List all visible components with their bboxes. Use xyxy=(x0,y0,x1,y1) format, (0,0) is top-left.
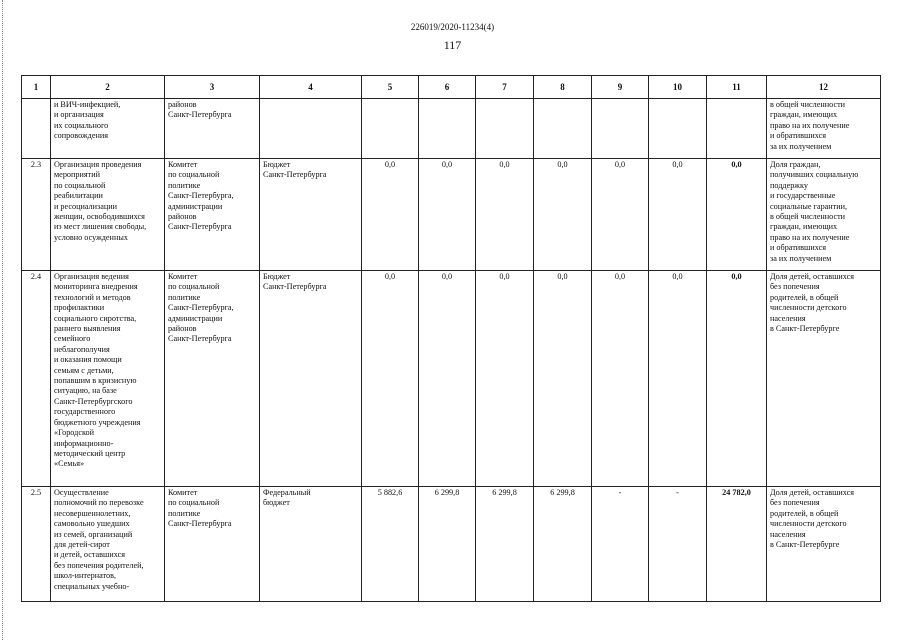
target-indicator-line: населения xyxy=(770,529,806,539)
column-header: 1 xyxy=(22,76,51,99)
target-indicator-line: численности детского xyxy=(770,519,847,529)
activity-name-line: «Городской xyxy=(54,428,94,438)
activity-name-line: полномочий по перевозке xyxy=(54,498,144,508)
page-margin-line xyxy=(2,0,3,640)
column-header: 5 xyxy=(362,76,419,99)
activity-name-line: для детей-сирот xyxy=(54,540,110,550)
table-header-row xyxy=(22,76,881,99)
activity-name-line: неблагополучия xyxy=(54,344,110,354)
target-indicator-line: родителей, в общей xyxy=(770,292,839,302)
activity-name-line: и оказания помощи xyxy=(54,355,122,365)
activity-name-line: ситуацию, на базе xyxy=(54,386,117,396)
year-value-v10 xyxy=(649,99,707,159)
table-row xyxy=(22,99,881,159)
year-value-v8: 0,0 xyxy=(534,159,592,271)
executor-line: политике xyxy=(168,180,201,190)
item-number: 2.5 xyxy=(22,487,51,602)
activity-name-line: реабилитации xyxy=(54,191,103,201)
activity-name-line: сопровождения xyxy=(54,131,108,141)
activity-name-line: из семей, организаций xyxy=(54,529,133,539)
total-value: 0,0 xyxy=(707,271,767,487)
activity-name-line: Организация проведения xyxy=(54,160,142,169)
funding-source xyxy=(260,99,362,159)
activity-name-line: социального сиротства, xyxy=(54,313,137,323)
column-header: 10 xyxy=(649,76,707,99)
executor-line: Санкт-Петербурга, xyxy=(168,303,234,313)
activity-name-line: «Семья» xyxy=(54,459,85,469)
funding-source-line: Санкт-Петербурга xyxy=(263,170,327,180)
column-header: 9 xyxy=(592,76,649,99)
year-value-v7 xyxy=(476,99,534,159)
activity-name-line: самовольно ушедших xyxy=(54,519,130,529)
column-header: 11 xyxy=(707,76,767,99)
target-indicator-line: и обратившихся xyxy=(770,243,826,253)
activity-name xyxy=(51,99,165,159)
column-header: 4 xyxy=(260,76,362,99)
activity-name-line: их социального xyxy=(54,120,109,130)
executor-line: Санкт-Петербурга, xyxy=(168,191,234,201)
year-value-v6 xyxy=(419,99,476,159)
executor-line: районов xyxy=(168,324,197,334)
year-value-v6: 0,0 xyxy=(419,159,476,271)
column-header: 3 xyxy=(165,76,260,99)
year-value-v10: - xyxy=(649,487,707,602)
total-value xyxy=(707,99,767,159)
executor xyxy=(165,487,260,602)
executor-line: Санкт-Петербурга xyxy=(168,334,232,344)
executor-line: районов xyxy=(168,100,197,109)
executor-line: Санкт-Петербурга xyxy=(168,519,232,529)
target-indicator-line: без попечения xyxy=(770,498,820,508)
funding-source-line: Бюджет xyxy=(263,160,291,169)
table-body xyxy=(22,99,881,602)
document-registration-number: 226019/2020-11234(4) xyxy=(410,22,495,32)
year-value-v5: 0,0 xyxy=(362,159,419,271)
activity-name-line: Санкт-Петербургского xyxy=(54,396,133,406)
target-indicator-line: граждан, имеющих xyxy=(770,222,838,232)
activity-name-line: мониторинга внедрения xyxy=(54,282,138,292)
executor xyxy=(165,271,260,487)
activity-name-line: условно осужденных xyxy=(54,232,128,242)
activity-name-line: по социальной xyxy=(54,180,106,190)
executor-line: по социальной xyxy=(168,498,220,508)
target-indicator-line: поддержку xyxy=(770,180,808,190)
target-indicator-line: граждан, имеющих xyxy=(770,110,838,120)
target-indicator xyxy=(767,271,881,487)
activity-name-line: информационно- xyxy=(54,438,114,448)
year-value-v8 xyxy=(534,99,592,159)
activity-name-line: государственного xyxy=(54,407,116,417)
activity-name-line: и ресоциализации xyxy=(54,201,118,211)
year-value-v8: 0,0 xyxy=(534,271,592,487)
year-value-v9: 0,0 xyxy=(592,271,649,487)
activity-name-line: попавшим в кризисную xyxy=(54,376,137,386)
year-value-v7: 0,0 xyxy=(476,271,534,487)
year-value-v6: 0,0 xyxy=(419,271,476,487)
activity-name-line: без попечения родителей, xyxy=(54,560,144,570)
activity-name-line: раннего выявления xyxy=(54,324,121,334)
funding-source xyxy=(260,487,362,602)
funding-source-line: бюджет xyxy=(263,498,290,508)
target-indicator-line: Доля детей, оставшихся xyxy=(770,272,855,281)
target-indicator-line: Доля детей, оставшихся xyxy=(770,488,855,497)
target-indicator-line: родителей, в общей xyxy=(770,508,839,518)
year-value-v9 xyxy=(592,99,649,159)
executor-line: политике xyxy=(168,292,201,302)
target-indicator-line: получивших социальную xyxy=(770,170,859,180)
funding-source-line: Федеральный xyxy=(263,488,311,497)
executor xyxy=(165,99,260,159)
column-header: 6 xyxy=(419,76,476,99)
executor-line: Санкт-Петербурга xyxy=(168,110,232,120)
target-indicator-line: численности детского xyxy=(770,303,847,313)
target-indicator-line: в Санкт-Петербурге xyxy=(770,540,840,550)
activity-name-line: семьям с детьми, xyxy=(54,365,114,375)
year-value-v7: 0,0 xyxy=(476,159,534,271)
column-header: 12 xyxy=(767,76,881,99)
table-row xyxy=(22,271,881,487)
year-value-v6: 6 299,8 xyxy=(419,487,476,602)
executor-line: по социальной xyxy=(168,282,220,292)
target-indicator-line: за их получением xyxy=(770,253,832,263)
column-header: 2 xyxy=(51,76,165,99)
executor-line: Комитет xyxy=(168,160,198,169)
target-indicator-line: социальные гарантии, xyxy=(770,201,848,211)
total-value: 0,0 xyxy=(707,159,767,271)
activity-name xyxy=(51,159,165,271)
activity-name-line: из мест лишения свободы, xyxy=(54,222,147,232)
year-value-v9: - xyxy=(592,487,649,602)
executor-line: Комитет xyxy=(168,488,198,497)
target-indicator-line: и обратившихся xyxy=(770,131,826,141)
target-indicator-line: Доля граждан, xyxy=(770,160,821,169)
table-row xyxy=(22,159,881,271)
activity-name-line: и ВИЧ-инфекцией, xyxy=(54,100,121,109)
target-indicator-line: право на их получение xyxy=(770,120,850,130)
page-number: 117 xyxy=(443,38,462,52)
target-indicator-line: и государственные xyxy=(770,191,836,201)
activity-name-line: бюджетного учреждения xyxy=(54,417,141,427)
target-indicator-line: за их получением xyxy=(770,141,832,151)
activity-name-line: женщин, освободившихся xyxy=(54,212,145,222)
total-value: 24 782,0 xyxy=(707,487,767,602)
column-header: 8 xyxy=(534,76,592,99)
funding-source xyxy=(260,271,362,487)
target-indicator-line: населения xyxy=(770,313,806,323)
target-indicator-line: в общей численности xyxy=(770,212,846,222)
year-value-v5: 5 882,6 xyxy=(362,487,419,602)
funding-source xyxy=(260,159,362,271)
executor-line: Комитет xyxy=(168,272,198,281)
activity-name-line: и организация xyxy=(54,110,104,120)
activity-name-line: школ-интернатов, xyxy=(54,571,117,581)
activity-name-line: и детей, оставшихся xyxy=(54,550,125,560)
activity-name-line: семейного xyxy=(54,334,91,344)
executor-line: администрации xyxy=(168,201,223,211)
activity-name xyxy=(51,271,165,487)
item-number xyxy=(22,99,51,159)
item-number: 2.3 xyxy=(22,159,51,271)
activity-name-line: методический центр xyxy=(54,448,126,458)
column-header: 7 xyxy=(476,76,534,99)
year-value-v9: 0,0 xyxy=(592,159,649,271)
year-value-v10: 0,0 xyxy=(649,159,707,271)
target-indicator-line: право на их получение xyxy=(770,232,850,242)
executor-line: районов xyxy=(168,212,197,222)
executor-line: Санкт-Петербурга xyxy=(168,222,232,232)
activity-name-line: Организация ведения xyxy=(54,272,129,281)
activity-name-line: несовершеннолетних, xyxy=(54,508,131,518)
year-value-v5: 0,0 xyxy=(362,271,419,487)
year-value-v7: 6 299,8 xyxy=(476,487,534,602)
activity-name xyxy=(51,487,165,602)
program-table xyxy=(21,75,881,602)
executor xyxy=(165,159,260,271)
year-value-v5 xyxy=(362,99,419,159)
activity-name-line: Осуществление xyxy=(54,488,109,497)
target-indicator xyxy=(767,487,881,602)
item-number: 2.4 xyxy=(22,271,51,487)
executor-line: администрации xyxy=(168,313,223,323)
target-indicator-line: в общей численности xyxy=(770,100,846,109)
funding-source-line: Бюджет xyxy=(263,272,291,281)
executor-line: по социальной xyxy=(168,170,220,180)
activity-name-line: мероприятий xyxy=(54,170,100,180)
year-value-v8: 6 299,8 xyxy=(534,487,592,602)
activity-name-line: технологий и методов xyxy=(54,292,131,302)
funding-source-line: Санкт-Петербурга xyxy=(263,282,327,292)
target-indicator-line: в Санкт-Петербурге xyxy=(770,324,840,334)
target-indicator-line: без попечения xyxy=(770,282,820,292)
activity-name-line: специальных учебно- xyxy=(54,581,130,591)
target-indicator xyxy=(767,159,881,271)
activity-name-line: профилактики xyxy=(54,303,105,313)
table-row xyxy=(22,487,881,602)
executor-line: политике xyxy=(168,508,201,518)
year-value-v10: 0,0 xyxy=(649,271,707,487)
target-indicator xyxy=(767,99,881,159)
